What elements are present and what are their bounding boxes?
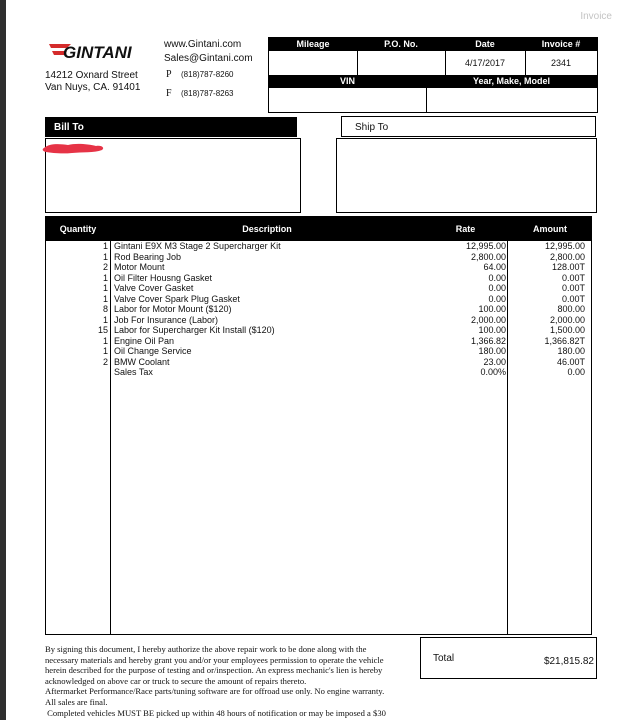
item-amount: 1,500.00 (549, 325, 585, 335)
total-box (420, 637, 597, 679)
item-amount: 0.00 (567, 367, 585, 377)
item-description: Motor Mount (114, 262, 165, 272)
terms-line: necessary materials and hereby grant you and/or your employees permission to operate the vehicle (45, 654, 384, 665)
total-label: Total (433, 653, 455, 664)
terms-text (45, 644, 420, 718)
header-year-make-model: Year, Make, Model (472, 76, 551, 86)
item-description: Rod Bearing Job (114, 251, 182, 262)
item-amount: 0.00T (561, 272, 585, 283)
item-rate: 0.00 (488, 272, 506, 283)
bill-to-label: Bill To (54, 122, 84, 133)
item-description: Oil Filter Housng Gasket (114, 272, 213, 283)
header-date: Date (475, 39, 495, 49)
item-rate: 12,995.00 (465, 241, 506, 251)
terms-line: All sales are final. (45, 696, 108, 707)
header-description: Description (242, 224, 292, 234)
item-rate: 1,366.82 (470, 335, 506, 346)
item-quantity: 2 (102, 262, 108, 272)
date-value: 4/17/2017 (464, 58, 506, 68)
table-row (46, 241, 593, 252)
company-email[interactable]: Sales@Gintani.com (164, 53, 253, 64)
line-items-table (45, 216, 592, 635)
company-contact (164, 38, 253, 66)
item-rate: 2,000.00 (470, 314, 506, 325)
terms-line: acknowledged on above car or truck to secure the amount of repairs thereto. (45, 675, 307, 686)
item-rate: 100.00 (478, 325, 506, 335)
item-description: Valve Cover Gasket (114, 283, 194, 293)
fax-prefix: F (166, 88, 172, 99)
item-quantity: 1 (102, 251, 108, 262)
company-phone (166, 69, 233, 80)
info-header-row-2 (269, 75, 597, 88)
table-row (46, 273, 593, 284)
item-quantity: 1 (102, 335, 108, 346)
item-rate: 0.00% (480, 367, 506, 377)
item-amount: 2,800.00 (549, 251, 585, 262)
item-amount: 46.00T (556, 356, 585, 367)
terms-line: Aftermarket Performance/Race parts/tuning software are for offroad use only. No engine warranty. (45, 686, 385, 697)
table-row (46, 294, 593, 305)
item-amount: 180.00 (557, 346, 585, 356)
item-quantity: 1 (102, 314, 108, 325)
total-value: $21,815.82 (543, 656, 594, 667)
phone-prefix: P (166, 69, 172, 80)
item-description: Engine Oil Pan (114, 335, 175, 346)
ship-to-label: Ship To (355, 122, 389, 133)
item-quantity: 2 (102, 356, 108, 367)
item-rate: 64.00 (483, 262, 506, 272)
table-row (46, 336, 593, 347)
phone-number: (818)787-8260 (181, 70, 234, 79)
table-row (46, 357, 593, 368)
item-rate: 0.00 (488, 293, 506, 304)
item-description: Oil Change Service (114, 346, 192, 356)
item-rate: 2,800.00 (470, 251, 506, 262)
item-description: Labor for Supercharger Kit Install ($120) (114, 325, 275, 335)
table-row (46, 315, 593, 326)
item-rate: 23.00 (483, 356, 506, 367)
header-vin: VIN (339, 76, 355, 86)
header-invoice-number: Invoice # (541, 39, 581, 49)
table-row (46, 262, 593, 273)
item-description: BMW Coolant (114, 356, 170, 367)
logo-text: GINTANI (63, 43, 132, 62)
item-description: Valve Cover Spark Plug Gasket (114, 293, 240, 304)
bill-to-header (45, 117, 297, 137)
item-rate: 100.00 (478, 304, 506, 314)
item-description: Gintani E9X M3 Stage 2 Supercharger Kit (114, 241, 281, 251)
invoice-number-value: 2341 (550, 58, 572, 68)
item-quantity: 1 (102, 346, 108, 356)
company-fax (166, 88, 233, 99)
item-quantity: 1 (102, 272, 108, 283)
item-amount: 128.00T (551, 262, 585, 272)
gintani-logo (49, 40, 151, 62)
item-description: Sales Tax (114, 367, 153, 377)
table-row (46, 283, 593, 294)
item-description: Labor for Motor Mount ($120) (114, 304, 232, 314)
item-quantity: 1 (102, 283, 108, 293)
header-quantity: Quantity (59, 224, 97, 234)
table-row (46, 367, 593, 378)
table-row (46, 346, 593, 357)
item-description: Job For Insurance (Labor) (114, 314, 219, 325)
table-row (46, 304, 593, 315)
terms-line: herein described for the purpose of testing and or/inspection. An express mechanic's lien is hereby (45, 665, 383, 676)
invoice-watermark: Invoice (580, 11, 612, 22)
ship-to-box (336, 138, 597, 213)
company-city: Van Nuys, CA. 91401 (45, 82, 141, 93)
header-rate: Rate (455, 224, 476, 234)
company-address (45, 70, 140, 94)
header-mileage: Mileage (296, 39, 330, 49)
table-row (46, 252, 593, 263)
window-left-edge (0, 0, 6, 720)
item-amount: 1,366.82T (544, 335, 585, 346)
item-quantity: 15 (97, 325, 108, 335)
company-website[interactable]: www.Gintani.com (164, 39, 242, 50)
items-header-row (46, 217, 591, 241)
item-amount: 12,995.00 (544, 241, 585, 251)
info-divider (426, 88, 427, 112)
info-divider (357, 51, 358, 75)
item-rate: 180.00 (478, 346, 506, 356)
terms-line: By signing this document, I hereby authorize the above repair work to be done along with the (45, 644, 367, 654)
table-row (46, 325, 593, 336)
header-amount: Amount (533, 224, 567, 234)
invoice-info-table (268, 37, 598, 113)
item-amount: 0.00T (561, 293, 585, 304)
company-street: 14212 Oxnard Street (45, 70, 138, 81)
header-po-no: P.O. No. (384, 39, 418, 49)
item-quantity: 1 (102, 241, 108, 251)
terms-line: Completed vehicles MUST BE picked up within 48 hours of notification or may be imposed a $30 (45, 707, 386, 718)
ship-to-header (341, 116, 596, 137)
item-amount: 0.00T (561, 283, 585, 293)
item-quantity: 1 (102, 293, 108, 304)
item-quantity: 8 (102, 304, 108, 314)
item-amount: 800.00 (557, 304, 585, 314)
redaction-mark (42, 142, 106, 154)
item-rate: 0.00 (488, 283, 506, 293)
fax-number: (818)787-8263 (181, 89, 234, 98)
item-amount: 2,000.00 (549, 314, 585, 325)
info-header-row (269, 38, 597, 51)
